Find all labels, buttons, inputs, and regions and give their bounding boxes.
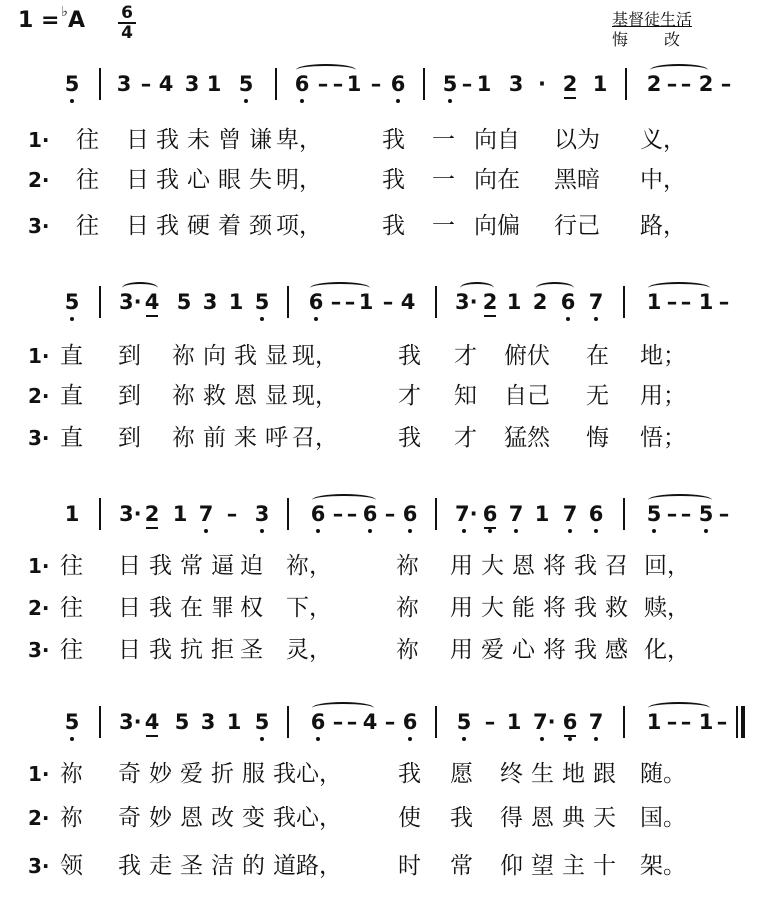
lyric-syllable: 自己 <box>504 383 550 409</box>
verse-number: 3 · <box>28 638 50 662</box>
lyric-syllable: 祢 <box>396 637 419 663</box>
note: 5 <box>174 710 190 734</box>
lyric-syllable: 祢前来呼 <box>172 425 296 451</box>
note: 1 <box>534 502 550 526</box>
lyric-line <box>0 800 760 836</box>
lyric-syllable: 才 <box>454 343 477 369</box>
credit <box>612 10 692 50</box>
staff-line-2 <box>0 280 760 324</box>
lyric-syllable: 日我抗拒 <box>118 637 242 663</box>
lyric-syllable: 猛然 <box>504 425 550 451</box>
lyric-syllable: 祢 <box>60 761 83 787</box>
note: 2 <box>482 290 498 314</box>
lyric-syllable: 奇妙恩改变我 <box>118 805 304 831</box>
note: 1 <box>506 290 522 314</box>
key-signature <box>18 4 86 33</box>
note: 5 <box>646 502 662 526</box>
note: 5 <box>64 72 80 96</box>
lyric-syllable: 用大恩将我召 <box>450 553 636 579</box>
lyric-syllable: 我 <box>450 805 473 831</box>
bar-line <box>435 706 437 738</box>
duration-dash: – <box>680 290 692 314</box>
lyric-syllable: 心， <box>296 761 342 787</box>
tie-slur <box>648 702 710 714</box>
note: 5 <box>64 290 80 314</box>
lyric-syllable: 赎， <box>644 595 690 621</box>
note: 7 <box>198 502 214 526</box>
lyric-syllable: 直 <box>60 383 83 409</box>
note: 5 <box>238 72 254 96</box>
note: 7· <box>533 710 556 734</box>
duration-dash: – <box>226 502 238 526</box>
note: 1 <box>346 72 362 96</box>
bar-line <box>287 706 289 738</box>
tie-slur <box>312 494 376 506</box>
lyric-line <box>0 548 760 584</box>
lyric-syllable: 回， <box>644 553 690 579</box>
key-note: A <box>68 8 86 33</box>
time-signature <box>116 4 138 42</box>
tie-slur <box>122 282 158 294</box>
duration-dash: – <box>346 710 358 734</box>
note: 1 <box>698 710 714 734</box>
bar-line <box>623 706 625 738</box>
staff-line-3 <box>0 492 760 536</box>
lyric-syllable: 知 <box>454 383 477 409</box>
note: 6 <box>362 502 378 526</box>
lyric-syllable: 一 <box>432 167 455 193</box>
duration-dash: – <box>718 502 730 526</box>
lyric-syllable: 愿 <box>450 761 473 787</box>
lyric-syllable: 仰望主十 <box>500 853 624 879</box>
note: 6 <box>560 290 576 314</box>
note: 4 <box>400 290 416 314</box>
note: 5 <box>254 710 270 734</box>
note: 5 <box>254 290 270 314</box>
note: 7· <box>455 502 478 526</box>
lyric-syllable: 向自 <box>474 127 520 153</box>
lyric-line <box>0 590 760 626</box>
note: 3· <box>119 710 142 734</box>
bar-line <box>287 286 289 318</box>
final-barline <box>736 706 745 738</box>
lyric-syllable: 迫 <box>240 553 263 579</box>
note: 6 <box>588 502 604 526</box>
lyric-syllable: 权 <box>240 595 263 621</box>
note: 2 <box>532 290 548 314</box>
lyric-syllable: 祢 <box>396 595 419 621</box>
lyric-syllable: 国。 <box>640 805 686 831</box>
credit-title-part-1: 悔 <box>612 30 631 49</box>
bar-line <box>435 286 437 318</box>
lyric-syllable: 用爱心将我感 <box>450 637 636 663</box>
note: 3· <box>119 502 142 526</box>
lyric-syllable: 祢 <box>60 805 83 831</box>
lyric-syllable: 向在 <box>474 167 520 193</box>
note: 1 <box>64 502 80 526</box>
duration-dash: – <box>680 710 692 734</box>
time-signature-top: 6 <box>121 3 133 23</box>
note: 4 <box>362 710 378 734</box>
note: 1 <box>228 290 244 314</box>
note: 1 <box>646 290 662 314</box>
lyric-syllable: 黑暗 <box>554 167 600 193</box>
duration-dash: – <box>370 72 382 96</box>
lyric-syllable: 化， <box>644 637 690 663</box>
lyric-line <box>0 848 760 884</box>
lyric-syllable: 行己 <box>554 213 600 239</box>
lyric-syllable: 到 <box>118 383 141 409</box>
duration-dash: – <box>720 72 732 96</box>
lyric-syllable: 得恩典天 <box>500 805 624 831</box>
staff-line-4 <box>0 700 760 744</box>
time-signature-bottom: 4 <box>121 23 133 43</box>
bar-line <box>99 68 101 100</box>
duration-dash: – <box>332 710 344 734</box>
lyric-syllable: 往 <box>76 127 99 153</box>
bar-line <box>99 286 101 318</box>
tie-slur <box>648 282 710 294</box>
note: 1 <box>476 72 492 96</box>
note: 5 <box>176 290 192 314</box>
lyric-syllable: 用； <box>640 383 686 409</box>
lyric-syllable: 用大能将我救 <box>450 595 636 621</box>
bar-line <box>623 498 625 530</box>
verse-number: 3 · <box>28 214 50 238</box>
lyric-line <box>0 208 760 244</box>
tie-slur <box>312 702 374 714</box>
lyric-syllable: 召， <box>292 425 338 451</box>
duration-dash: – <box>666 710 678 734</box>
note: 7 <box>508 502 524 526</box>
note: 1 <box>206 72 222 96</box>
lyric-syllable: 我 <box>398 761 421 787</box>
duration-dash: – <box>346 502 358 526</box>
duration-dash: – <box>384 502 396 526</box>
lyric-syllable: 现， <box>292 343 338 369</box>
lyric-line <box>0 378 760 414</box>
note: 3 <box>254 502 270 526</box>
lyric-syllable: 项， <box>276 213 322 239</box>
bar-line <box>423 68 425 100</box>
tie-slur <box>650 64 708 76</box>
lyric-syllable: 直 <box>60 343 83 369</box>
duration-dash: – <box>716 710 728 734</box>
verse-number: 2 · <box>28 806 50 830</box>
lyric-syllable: 我 <box>398 343 421 369</box>
lyric-syllable: 一 <box>432 127 455 153</box>
duration-dash: · <box>538 72 546 96</box>
lyric-syllable: 我心眼失 <box>156 167 280 193</box>
lyric-syllable: 祢 <box>396 553 419 579</box>
note: 3 <box>508 72 524 96</box>
lyric-line <box>0 632 760 668</box>
tie-slur <box>536 282 574 294</box>
note: 6 <box>310 710 326 734</box>
lyric-syllable: 在 <box>586 343 609 369</box>
lyric-syllable: 日 <box>126 167 149 193</box>
tie-slur <box>296 64 356 76</box>
note: 6 <box>310 502 326 526</box>
lyric-syllable: 卑， <box>276 127 322 153</box>
lyric-syllable: 日我常逼 <box>118 553 242 579</box>
lyric-syllable: 终生地跟 <box>500 761 624 787</box>
note: 6 <box>402 502 418 526</box>
note: 7 <box>562 502 578 526</box>
lyric-syllable: 到 <box>118 425 141 451</box>
lyric-syllable: 我走圣洁的道 <box>118 853 304 879</box>
bar-line <box>275 68 277 100</box>
lyric-line <box>0 420 760 456</box>
lyric-syllable: 使 <box>398 805 421 831</box>
note: 2 <box>144 502 160 526</box>
bar-line <box>99 706 101 738</box>
note: 6 <box>294 72 310 96</box>
lyric-syllable: 日我在罪 <box>118 595 242 621</box>
duration-dash: – <box>666 502 678 526</box>
lyric-syllable: 日 <box>126 127 149 153</box>
credit-title-part-2: 改 <box>664 30 683 49</box>
bar-line <box>287 498 289 530</box>
lyric-syllable: 心， <box>296 805 342 831</box>
note: 6 <box>562 710 578 734</box>
note: 5 <box>456 710 472 734</box>
note: 4 <box>144 290 160 314</box>
lyric-line <box>0 338 760 374</box>
verse-number: 2 · <box>28 384 50 408</box>
lyric-syllable: 俯伏 <box>504 343 550 369</box>
lyric-syllable: 地； <box>640 343 686 369</box>
lyric-syllable: 往 <box>76 213 99 239</box>
lyric-syllable: 我硬着颈 <box>156 213 280 239</box>
lyric-syllable: 祢， <box>286 553 332 579</box>
duration-dash: – <box>332 72 344 96</box>
note: 1 <box>226 710 242 734</box>
note: 6 <box>390 72 406 96</box>
lyric-syllable: 往 <box>60 553 83 579</box>
note: 3· <box>119 290 142 314</box>
lyric-syllable: 我未曾谦 <box>156 127 280 153</box>
note: 6 <box>308 290 324 314</box>
verse-number: 1 · <box>28 344 50 368</box>
lyric-syllable: 现， <box>292 383 338 409</box>
lyric-line <box>0 756 760 792</box>
bar-line <box>435 498 437 530</box>
lyric-syllable: 祢救恩显 <box>172 383 296 409</box>
lyric-line <box>0 122 760 158</box>
duration-dash: – <box>718 290 730 314</box>
lyric-syllable: 我 <box>398 425 421 451</box>
note: 7 <box>588 710 604 734</box>
note: 6 <box>482 502 498 526</box>
note: 4 <box>158 72 174 96</box>
lyric-syllable: 义， <box>640 127 686 153</box>
lyric-syllable: 中， <box>640 167 686 193</box>
duration-dash: – <box>344 290 356 314</box>
lyric-syllable: 路， <box>296 853 342 879</box>
verse-number: 1 · <box>28 762 50 786</box>
verse-number: 1 · <box>28 554 50 578</box>
bar-line <box>625 68 627 100</box>
lyric-syllable: 常 <box>450 853 473 879</box>
note: 5 <box>698 502 714 526</box>
lyric-syllable: 我 <box>382 127 405 153</box>
note: 1 <box>646 710 662 734</box>
note: 7 <box>588 290 604 314</box>
lyric-syllable: 一 <box>432 213 455 239</box>
duration-dash: – <box>666 72 678 96</box>
lyric-syllable: 才 <box>398 383 421 409</box>
verse-number: 2 · <box>28 168 50 192</box>
verse-number: 3 · <box>28 854 50 878</box>
lyric-syllable: 悟； <box>640 425 686 451</box>
lyric-syllable: 向偏 <box>474 213 520 239</box>
lyric-syllable: 架。 <box>640 853 686 879</box>
tie-slur <box>310 282 370 294</box>
duration-dash: – <box>140 72 152 96</box>
duration-dash: – <box>484 710 496 734</box>
lyric-syllable: 直 <box>60 425 83 451</box>
lyric-syllable: 我 <box>382 167 405 193</box>
lyric-syllable: 随。 <box>640 761 686 787</box>
note: 3 <box>116 72 132 96</box>
duration-dash: – <box>680 72 692 96</box>
note: 2 <box>646 72 662 96</box>
bar-line <box>623 286 625 318</box>
note: 6 <box>402 710 418 734</box>
lyric-syllable: 圣 <box>240 637 263 663</box>
lyric-syllable: 奇妙爱折服我 <box>118 761 304 787</box>
note: 2 <box>562 72 578 96</box>
duration-dash: – <box>461 72 473 96</box>
lyric-syllable: 时 <box>398 853 421 879</box>
credit-source: 基督徒生活 <box>612 10 693 29</box>
tie-slur <box>648 494 712 506</box>
lyric-syllable: 往 <box>76 167 99 193</box>
lyric-syllable: 祢向我显 <box>172 343 296 369</box>
note: 4 <box>144 710 160 734</box>
lyric-syllable: 领 <box>60 853 83 879</box>
lyric-syllable: 才 <box>454 425 477 451</box>
note: 5 <box>64 710 80 734</box>
note: 1 <box>592 72 608 96</box>
lyric-syllable: 灵， <box>286 637 332 663</box>
credit-title <box>612 30 692 50</box>
lyric-syllable: 明， <box>276 167 322 193</box>
note: 3· <box>455 290 478 314</box>
lyric-line <box>0 162 760 198</box>
duration-dash: – <box>680 502 692 526</box>
note: 1 <box>172 502 188 526</box>
duration-dash: – <box>382 290 394 314</box>
lyric-syllable: 日 <box>126 213 149 239</box>
note: 3 <box>202 290 218 314</box>
lyric-syllable: 以为 <box>554 127 600 153</box>
verse-number: 2 · <box>28 596 50 620</box>
note: 1 <box>698 290 714 314</box>
staff-line-1 <box>0 62 760 106</box>
duration-dash: – <box>317 72 329 96</box>
note: 3 <box>184 72 200 96</box>
note: 1 <box>506 710 522 734</box>
lyric-syllable: 悔 <box>586 425 609 451</box>
note: 3 <box>200 710 216 734</box>
verse-number: 3 · <box>28 426 50 450</box>
duration-dash: – <box>666 290 678 314</box>
duration-dash: – <box>384 710 396 734</box>
verse-number: 1 · <box>28 128 50 152</box>
lyric-syllable: 路， <box>640 213 686 239</box>
duration-dash: – <box>332 502 344 526</box>
lyric-syllable: 我 <box>382 213 405 239</box>
lyric-syllable: 无 <box>586 383 609 409</box>
bar-line <box>99 498 101 530</box>
note: 1 <box>358 290 374 314</box>
lyric-syllable: 往 <box>60 595 83 621</box>
flat-sign: ♭ <box>61 4 69 20</box>
duration-dash: – <box>330 290 342 314</box>
key-prefix: 1 = <box>18 8 60 33</box>
lyric-syllable: 到 <box>118 343 141 369</box>
tie-slur <box>460 282 494 294</box>
note: 2 <box>698 72 714 96</box>
lyric-syllable: 往 <box>60 637 83 663</box>
lyric-syllable: 下， <box>286 595 332 621</box>
note: 5 <box>442 72 458 96</box>
